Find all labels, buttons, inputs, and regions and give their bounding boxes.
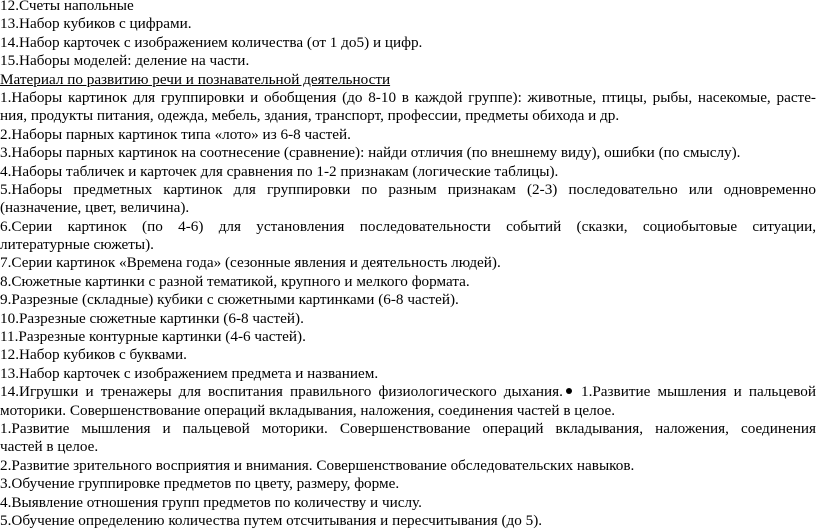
line-text: 8.Сюжетные картинки с разной тематикой, крупного и мелкого формата. — [0, 272, 470, 290]
line-text: 12.Счеты напольные — [0, 0, 134, 14]
bullet-icon — [566, 388, 572, 394]
line-text: 15.Наборы моделей: деление на части. — [0, 52, 250, 70]
line-text: 14.Набор карточек с изображением количества (от 1 до5) и цифр. — [0, 33, 423, 51]
line-text: частей в целое. — [0, 438, 99, 456]
list-item — [0, 52, 816, 70]
line-text: 4.Наборы табличек и карточек для сравнения по 1-2 признакам (логические таблицы). — [0, 162, 559, 180]
section-heading — [0, 71, 816, 89]
list-item — [0, 273, 816, 291]
list-item — [0, 144, 816, 162]
line-text-before-bullet: 14.Игрушки и тренажеры для воспитания правильного физиологического дыхания. — [0, 383, 563, 401]
list-item — [0, 328, 816, 346]
list-item — [0, 181, 816, 199]
list-item — [0, 494, 816, 512]
list-item — [0, 34, 816, 52]
list-item — [0, 475, 816, 493]
line-text: 3.Обучение группировке предметов по цвету, размеру, форме. — [0, 475, 400, 493]
list-item — [0, 236, 816, 254]
line-text: 13.Набор карточек с изображением предмета и названием. — [0, 364, 379, 382]
line-text: 1.Наборы картинок для группировки и обобщения (до 8-10 в каждой группе): животные, птицы, рыбы, насекомые, расте- — [0, 88, 816, 106]
line-text: 12.Набор кубиков с буквами. — [0, 346, 187, 364]
list-item — [0, 199, 816, 217]
line-text: литературные сюжеты). — [0, 236, 154, 254]
list-item — [0, 383, 816, 401]
line-text: (назначение, цвет, величина). — [0, 199, 190, 217]
line-text: 7.Серии картинок «Времена года» (сезонные явления и деятельность людей). — [0, 254, 501, 272]
list-item — [0, 457, 816, 475]
line-text: 1.Развитие мышления и пальцевой моторики. Совершенствование операций вкладывания, наложения, соединения — [0, 419, 816, 437]
list-item — [0, 438, 816, 456]
list-item — [0, 420, 816, 438]
list-item — [0, 126, 816, 144]
list-item — [0, 291, 816, 309]
line-text: 9.Разрезные (складные) кубики с сюжетными картинками (6-8 частей). — [0, 291, 459, 309]
line-text: ния, продукты питания, одежда, мебель, здания, транспорт, профессии, предметы обихода и др. — [0, 107, 620, 125]
list-item — [0, 512, 816, 530]
list-item — [0, 346, 816, 364]
list-item — [0, 89, 816, 107]
line-text-after-bullet: 1.Развитие мышления и пальцевой — [573, 383, 816, 401]
line-text: моторики. Совершенствование операций вкладывания, наложения, соединения частей в целое. — [0, 401, 616, 419]
list-item — [0, 163, 816, 181]
line-text: 4.Выявление отношения групп предметов по количеству и числу. — [0, 493, 422, 511]
line-text: 13.Набор кубиков с цифрами. — [0, 15, 192, 33]
line-text: 11.Разрезные контурные картинки (4-6 частей). — [0, 328, 306, 346]
line-text: 6.Серии картинок (по 4-6) для установления последовательности событий (сказки, социобытовые ситуации, — [0, 217, 816, 235]
list-item — [0, 0, 816, 15]
list-item — [0, 107, 816, 125]
line-text: 10.Разрезные сюжетные картинки (6-8 частей). — [0, 309, 304, 327]
line-text: 3.Наборы парных картинок на соотнесение (сравнение): найди отличия (по внешнему виду), ошибки (по смыслу). — [0, 144, 741, 162]
list-item — [0, 402, 816, 420]
line-text: 2.Наборы парных картинок типа «лото» из 6-8 частей. — [0, 125, 351, 143]
section-heading-text: Материал по развитию речи и познавательной деятельности — [0, 70, 391, 88]
line-text-with-bullet — [0, 383, 816, 401]
list-item — [0, 15, 816, 33]
line-text: 5.Наборы предметных картинок для группировки по разным признакам (2-3) последовательно или одновременно — [0, 180, 816, 198]
list-item — [0, 254, 816, 272]
line-text: 2.Развитие зрительного восприятия и внимания. Совершенствование обследовательских навыков. — [0, 456, 635, 474]
list-item — [0, 218, 816, 236]
list-item — [0, 365, 816, 383]
line-text: 5.Обучение определению количества путем отсчитывания и пересчитывания (до 5). — [0, 511, 543, 529]
list-item — [0, 310, 816, 328]
